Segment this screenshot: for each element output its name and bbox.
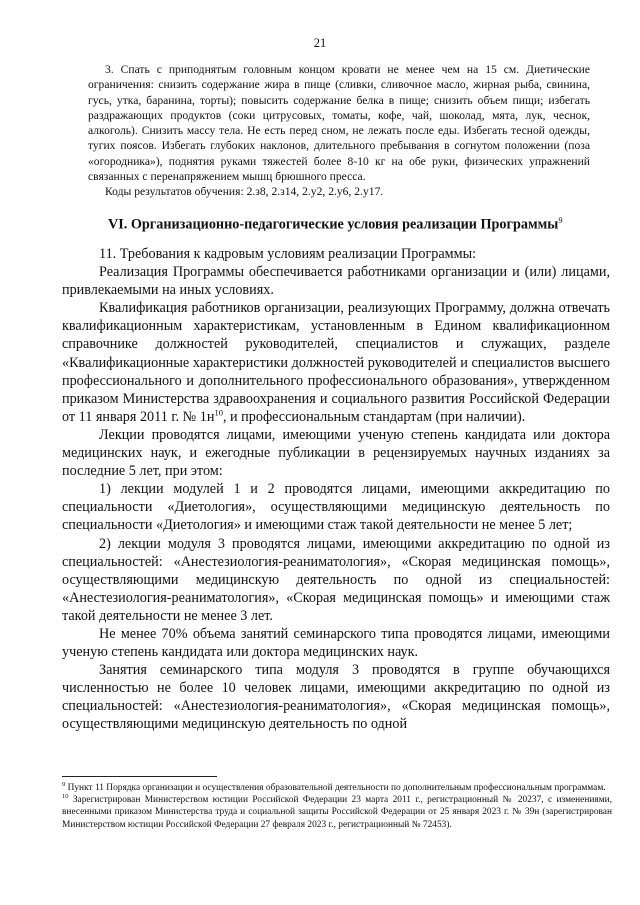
footnote-divider xyxy=(62,776,217,777)
footnote-10 xyxy=(62,794,612,831)
footnote-text: Зарегистрирован Министерством юстиции Российской Федерации 23 марта 2011 г., регистрационный № 20237, с изменениями, внесенными приказом Министерства труда и социальной защиты Российской Федерации от 25 января 2023 г. № 39н (зарегистрирован Министерством юстиции Российской Федерации 27 февраля 2023 г., регистрационный № 72453). xyxy=(62,795,612,830)
footnotes xyxy=(62,782,612,831)
diet-recommendations-block xyxy=(88,62,590,200)
section-heading xyxy=(108,215,608,234)
implementation-paragraph: Реализация Программы обеспечивается работниками организации и (или) лицами, привлекаемыми на иных условиях. xyxy=(62,264,610,299)
qualification-paragraph xyxy=(62,299,610,426)
page-number: 21 xyxy=(313,36,327,50)
seminar-share-paragraph: Не менее 70% объема занятий семинарского типа проводятся лицами, имеющими ученую степень кандидата или доктора медицинских наук. xyxy=(62,625,610,661)
seminar-module-3-paragraph: Занятия семинарского типа модуля 3 проводятся в группе обучающихся численностью не более 10 человек лицами, имеющими аккредитацию по одной из специальностей: «Анестезиология-реаниматология», «Скорая медицинская помощь», осуществляющими медицинскую деятельность по одной xyxy=(62,662,610,733)
staff-requirements-heading: 11. Требования к кадровым условиям реализации Программы: xyxy=(99,246,477,262)
footnote-mark: 10 xyxy=(62,793,69,801)
qualification-text: Квалификация работников организации, реализующих Программу, должна отвечать квалификационным характеристикам, установленным в Едином квалификационном справочнике должностей руководителей, специалистов и служащих, разделе «Квалификационные характеристики должностей руководителей и специалистов высшего профессионального и дополнительного профессионального образования», утвержденном приказом Министерства здравоохранения и социального развития Российской Федерации от 11 января 2011 г. № 1н xyxy=(62,300,610,425)
footnote-9 xyxy=(62,782,612,794)
body-text xyxy=(62,245,610,734)
recommendation-paragraph: 3. Спать с приподнятым головным концом кровати не менее чем на 15 см. Диетические ограничения: снизить содержание жира в пище (сливки, сливочное масло, жирная рыба, свинина, гусь, утка, баранина, торты); повысить содержание белка в пище; снизить объем пищи; избегать раздражающих продуктов (соки цитрусовых, томаты, кофе, чай, шоколад, мята, лук, чеснок, алкоголь). Снизить массу тела. Не есть перед сном, не лежать после еды. Избегать тесной одежды, тугих поясов. Избегать глубоких наклонов, длительного пребывания в согнутом положении (поза «огородника»), поднятия руками тяжестей более 8-10 кг на обе руки, физических упражнений связанных с перенапряжением мышц брюшного пресса. xyxy=(88,63,590,184)
section-title: VI. Организационно-педагогические условия реализации Программы xyxy=(108,216,559,233)
footnote-ref-10: 10 xyxy=(214,407,223,418)
lectures-module-3: 2) лекции модуля 3 проводятся лицами, имеющими аккредитацию по одной из специальностей: «Анестезиология-реаниматология», «Скорая медицинская помощь», осуществляющими медицинскую деятельность по одной из специальностей: «Анестезиология-реаниматология», «Скорая медицинская помощь» и имеющими стаж такой деятельности не менее 3 лет. xyxy=(62,535,610,624)
footnote-text: Пункт 11 Порядка организации и осуществления образовательной деятельности по дополнительным профессиональным программам. xyxy=(65,783,606,793)
qualification-text-end: , и профессиональным стандартам (при наличии). xyxy=(222,408,526,425)
lectures-paragraph: Лекции проводятся лицами, имеющими ученую степень кандидата или доктора медицинских наук, и ежегодные публикации в рецензируемых научных изданиях за последние 5 лет, при этом: xyxy=(62,426,610,480)
lectures-modules-1-2: 1) лекции модулей 1 и 2 проводятся лицами, имеющими аккредитацию по специальности «Диетология», осуществляющими медицинскую деятельность по специальности «Диетология» и имеющими стаж такой деятельности не менее 5 лет; xyxy=(62,481,610,534)
footnote-mark: 9 xyxy=(62,780,66,788)
footnote-ref-9: 9 xyxy=(558,215,563,225)
learning-outcome-codes: Коды результатов обучения: 2.з8, 2.з14, 2.у2, 2.у6, 2.у17. xyxy=(105,185,384,199)
